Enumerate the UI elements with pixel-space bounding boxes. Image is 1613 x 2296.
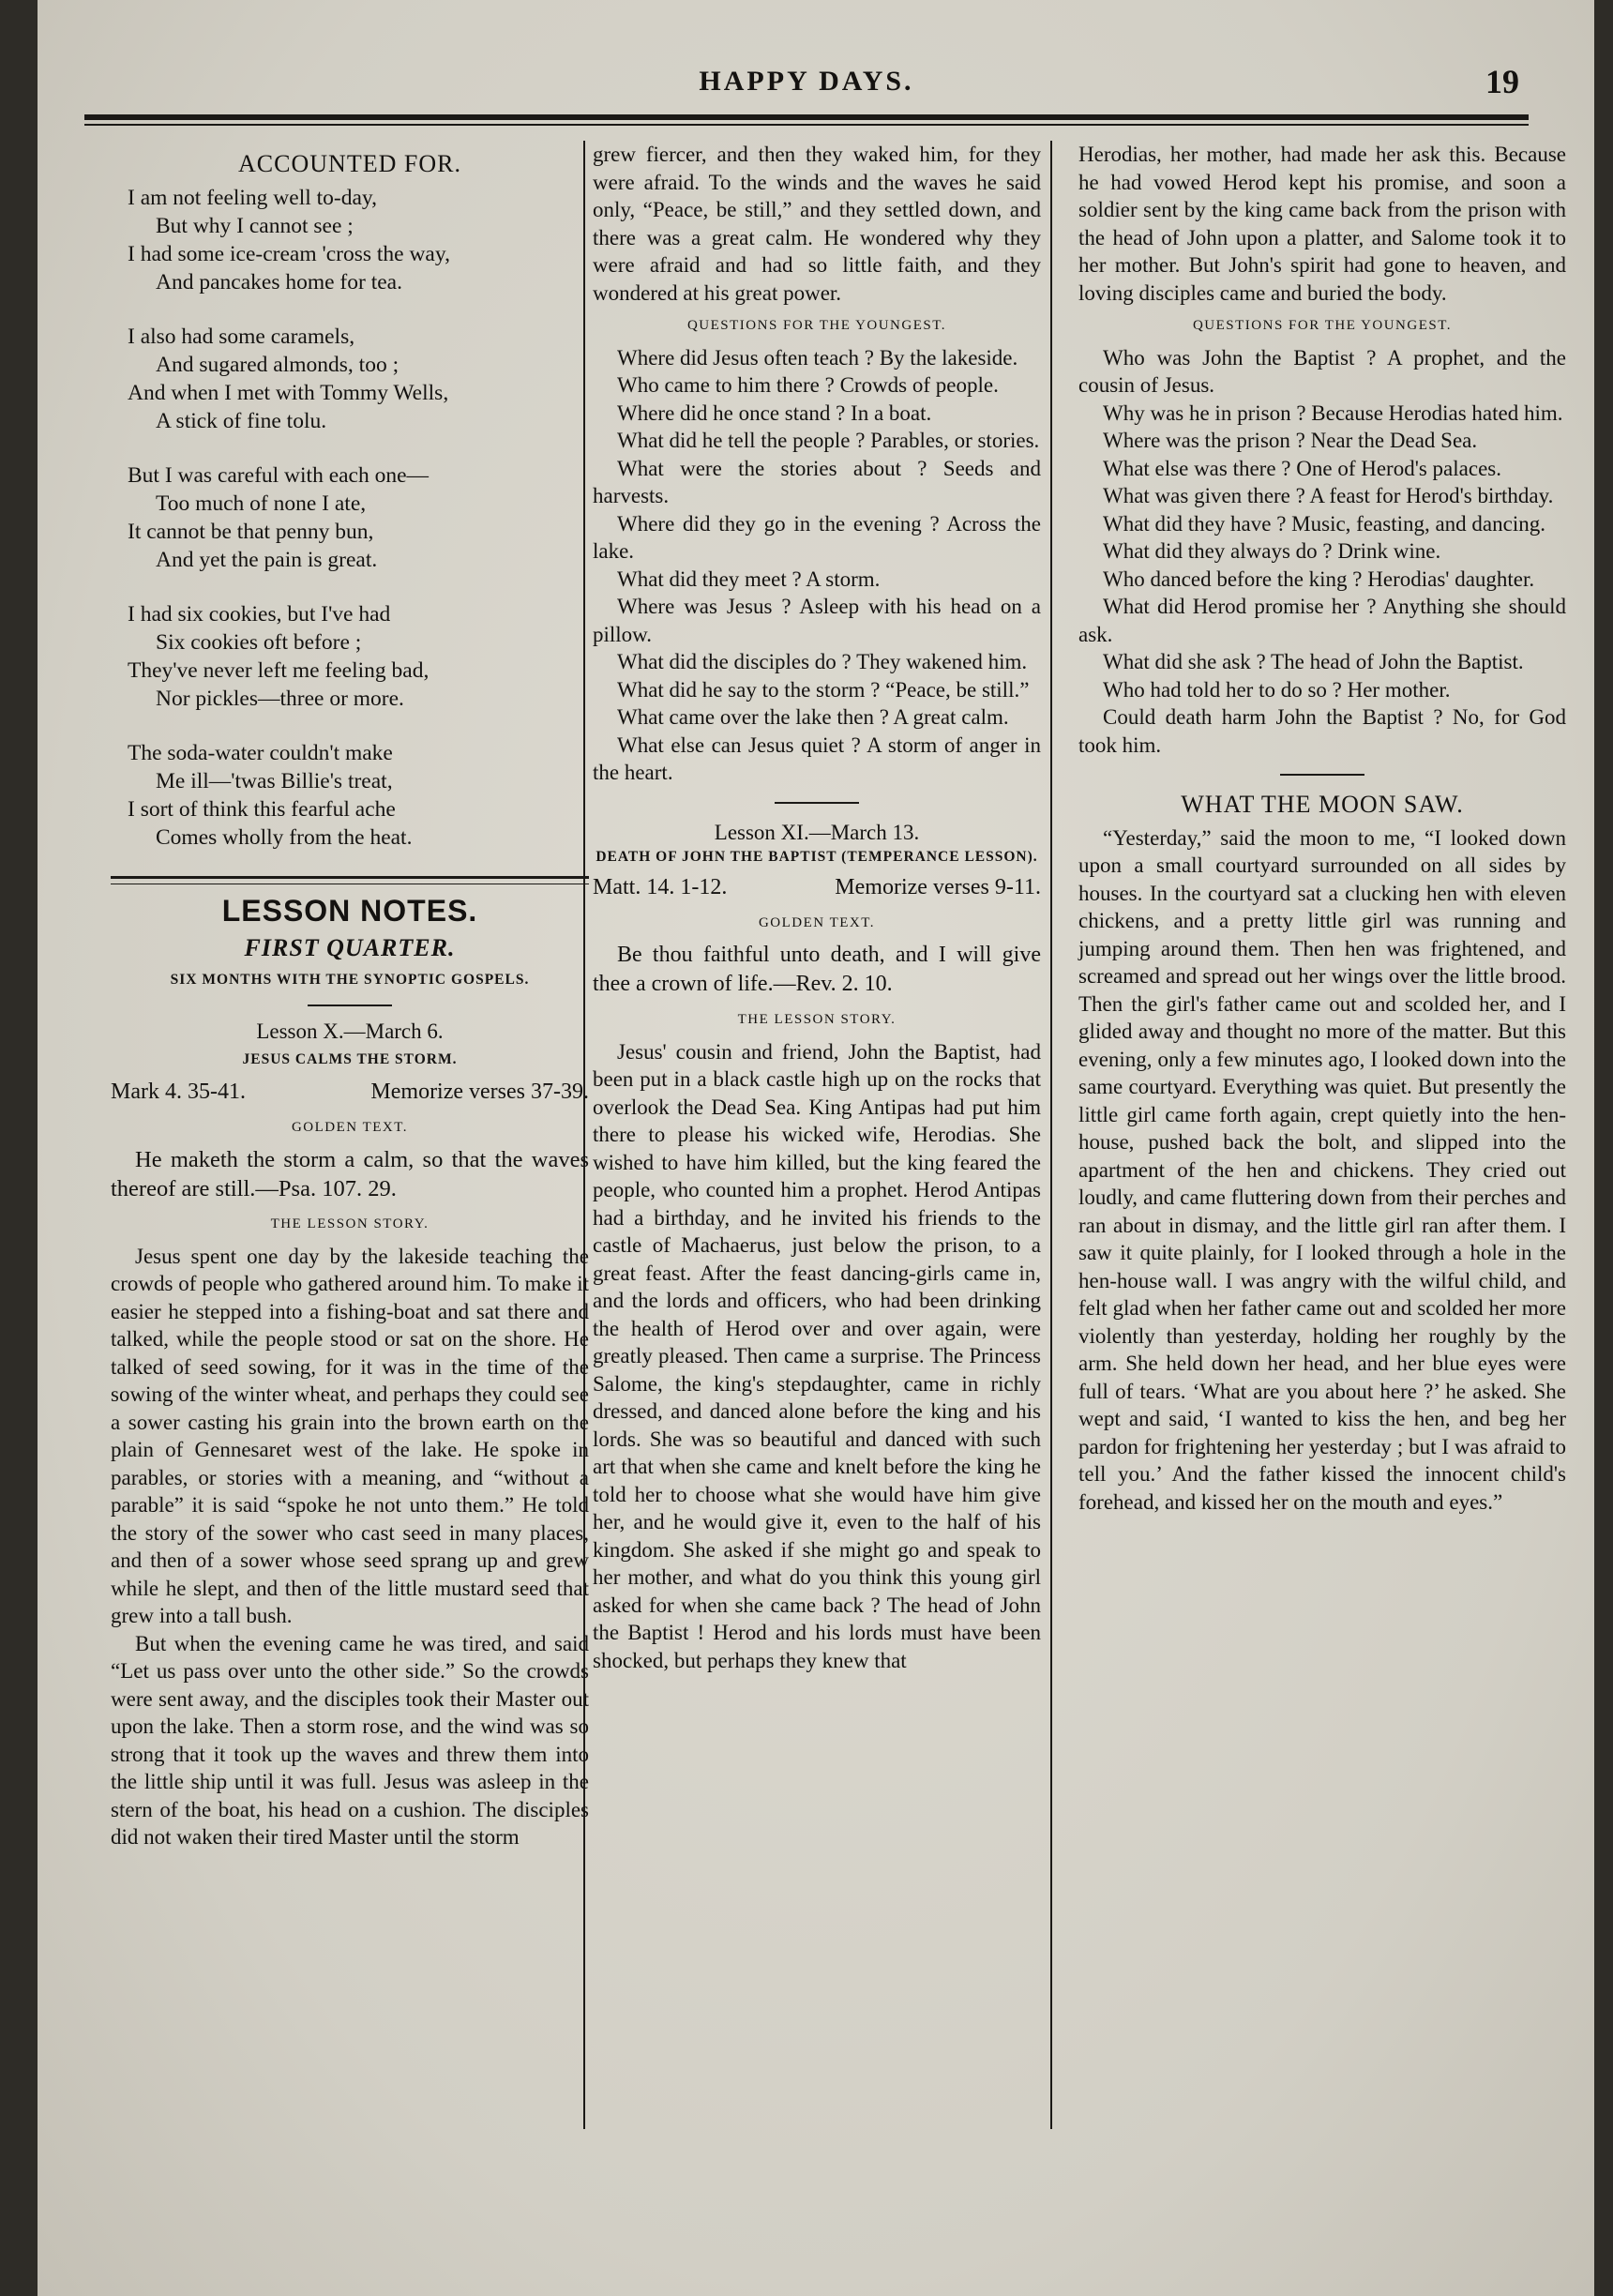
poem-line: And when I met with Tommy Wells, <box>128 380 449 405</box>
lesson-notes-heading: LESSON NOTES. <box>221 893 478 928</box>
scripture-reference <box>593 874 1041 902</box>
lesson-story-paragraph: But when the evening came he was tired, and said “Let us pass over unto the other side.” So the crowds were sent away, and the disciples took their Master out upon the lake. Then a storm rose, and the wind was so strong that it took up the waves and threw them into the little ship until it was full. Jesus was asleep in the stern of the boat, his head on a cushion. The disciples did not waken their tired Master until the storm <box>111 1631 589 1849</box>
poem-line: They've never left me feeling bad, <box>128 657 430 683</box>
question-answer: What did the disciples do ? They wakened him. <box>617 650 1028 673</box>
poem-line: Too much of none I ate, <box>156 491 367 516</box>
poem-title: ACCOUNTED FOR. <box>238 150 461 177</box>
lesson-xi-heading: Lesson XI.—March 13. <box>714 820 920 844</box>
poem-line: I sort of think this fearful ache <box>128 796 396 822</box>
question-answer: Who came to him there ? Crowds of people. <box>617 373 999 397</box>
poem-stanza-4 <box>128 600 589 713</box>
poem-line: Nor pickles—three or more. <box>156 686 404 711</box>
question-answer: What did she ask ? The head of John the Baptist. <box>1103 650 1524 673</box>
question-answer: What did Herod promise her ? Anything she should ask. <box>1078 595 1566 646</box>
memorize-verses: Memorize verses 37-39. <box>370 1080 589 1104</box>
poem-line: I also had some caramels, <box>128 324 355 349</box>
short-rule <box>1280 774 1364 776</box>
first-quarter-heading: FIRST QUARTER. <box>244 934 456 961</box>
question-answer: What did he tell the people ? Parables, or stories. <box>617 429 1040 452</box>
question-answer: Could death harm John the Baptist ? No, for God took him. <box>1078 705 1566 757</box>
short-rule <box>308 1004 392 1006</box>
poem-line: The soda-water couldn't make <box>128 740 393 765</box>
poem-stanza-1 <box>128 184 589 296</box>
poem-line: I had six cookies, but I've had <box>128 601 391 627</box>
header-rule-thin <box>84 124 1529 126</box>
lesson-x-heading: Lesson X.—March 6. <box>256 1020 444 1043</box>
memorize-verses: Memorize verses 9-11. <box>835 875 1041 899</box>
lesson-story-paragraph: Jesus' cousin and friend, John the Baptist, had been put in a black castle high up on the rocks that overlook the Dead Sea. King Antipas had put him there to please his wicked wife, Herodias. She wished to have him killed, but the king feared the people, who counted him a prophet. Herod Antipas had a birthday, and he invited his friends to the castle of Machaerus, just below the prison, to a great feast. After the feast dancing-girls came in, and the lords and officers, who had been drinking the health of Herod over and over again, were greatly pleased. Then came a surprise. The Princess Salome, the king's stepdaughter, came in richly dressed, and danced alone before the king and his lords. She was so beautiful and danced with such art that when she came and knelt before the king he told her to choose what she would have him give her, and he would give it, even to the half of his kingdom. She asked if she might go and speak to her mother, and what do you think this young girl asked for when she came back ? The head of John the Baptist ! Herod and his lords must have been shocked, but perhaps they knew that <box>593 1039 1041 1672</box>
question-answer: Where did he once stand ? In a boat. <box>617 400 932 425</box>
poem-line: I am not feeling well to-day, <box>128 185 378 210</box>
question-answer: Where was Jesus ? Asleep with his head on a pillow. <box>593 595 1041 646</box>
moon-story-title: WHAT THE MOON SAW. <box>1181 791 1464 818</box>
poem-line: A stick of fine tolu. <box>156 408 327 433</box>
question-answer: Why was he in prison ? Because Herodias hated him. <box>1103 400 1563 425</box>
question-answer: What were the stories about ? Seeds and harvests. <box>593 456 1041 507</box>
poem-line: And yet the pain is great. <box>156 547 378 572</box>
poem-line: Me ill—'twas Billie's treat, <box>156 768 393 793</box>
questions-label: QUESTIONS FOR THE YOUNGEST. <box>1192 318 1453 333</box>
poem-stanza-5 <box>128 739 589 852</box>
column-1 <box>111 141 589 1851</box>
column-divider-2 <box>1050 141 1052 2129</box>
lesson-story-label: THE LESSON STORY. <box>737 1012 897 1027</box>
question-answer: Where was the prison ? Near the Dead Sea. <box>1103 429 1478 452</box>
lesson-story-label: THE LESSON STORY. <box>270 1216 430 1231</box>
question-answer: What did they always do ? Drink wine. <box>1103 539 1441 563</box>
question-answer: What else can Jesus quiet ? A storm of anger in the heart. <box>593 733 1041 784</box>
poem-line: And sugared almonds, too ; <box>156 352 399 377</box>
header-rule <box>84 114 1529 120</box>
poem-stanza-3 <box>128 461 589 574</box>
lesson-story-paragraph: Jesus spent one day by the lakeside teaching the crowds of people who gathered around him. To make it easier he stepped into a fishing-boat and sat there and talked, while the people stood or sat on the shore. He talked of seed sowing, for it was in the time of the sowing of the winter wheat, and perhaps they could see a sower casting his grain into the brown earth on the plain of Gennesaret west of the lake. He spoke in parables, or stories with a meaning, and “without a parable” it is said “spoke he not unto them.” He told the story of the sower who cast seed in many places, and then of a sower whose seed sprang up and grew while he slept, and then of the little mustard seed that grew into a tall bush. <box>111 1244 589 1627</box>
poem-line: I had some ice-cream 'cross the way, <box>128 241 450 266</box>
story-continuation: Herodias, her mother, had made her ask this. Because he had vowed Herod kept his promise, and soon a soldier sent by the king came back from the prison with the head of John upon a platter, and Salome took it to her mother. But John's spirit had gone to heaven, and loving disciples came and buried the body. <box>1078 143 1566 305</box>
column-2 <box>593 141 1041 1674</box>
scripture-reference <box>111 1079 589 1107</box>
page-title: HAPPY DAYS. <box>699 66 914 97</box>
question-answer: What did he say to the storm ? “Peace, be still.” <box>617 677 1030 702</box>
story-continuation: grew fiercer, and then they waked him, for they were afraid. To the winds and the waves he said only, “Peace, be still,” and they settled down, and there was a great calm. He wondered why they were afraid and had so little faith, and they wondered at his great power. <box>593 143 1041 305</box>
poem-line: And pancakes home for tea. <box>156 269 402 295</box>
question-answer: Who had told her to do so ? Her mother. <box>1103 677 1451 702</box>
short-rule <box>775 802 859 804</box>
golden-text: Be thou faithful unto death, and I will give thee a crown of life.—Rev. 2. 10. <box>593 943 1041 996</box>
poem-line: But why I cannot see ; <box>156 213 354 238</box>
poem-line: Comes wholly from the heat. <box>156 824 413 850</box>
section-rule <box>111 876 589 884</box>
poem-line: Six cookies oft before ; <box>156 629 362 655</box>
six-months-subheading: SIX MONTHS WITH THE SYNOPTIC GOSPELS. <box>170 971 530 988</box>
poem-line: But I was careful with each one— <box>128 462 430 488</box>
golden-text-label: GOLDEN TEXT. <box>291 1119 409 1135</box>
question-answer: Where did they go in the evening ? Across the lake. <box>593 511 1041 563</box>
questions-label: QUESTIONS FOR THE YOUNGEST. <box>686 318 947 333</box>
masthead <box>94 58 1519 114</box>
question-answer: What did they have ? Music, feasting, and dancing. <box>1103 511 1545 536</box>
golden-text-label: GOLDEN TEXT. <box>758 914 876 930</box>
page-number: 19 <box>1485 63 1519 100</box>
newspaper-page <box>38 0 1594 2296</box>
question-answer: Who danced before the king ? Herodias' daughter. <box>1103 566 1535 591</box>
question-answer: Where did Jesus often teach ? By the lakeside. <box>617 345 1018 370</box>
golden-text: He maketh the storm a calm, so that the waves thereof are still.—Psa. 107. 29. <box>111 1147 589 1201</box>
lesson-xi-title: DEATH OF JOHN THE BAPTIST (TEMPERANCE LESSON). <box>595 849 1038 865</box>
reference-passage: Mark 4. 35-41. <box>111 1080 246 1104</box>
poem-stanza-2 <box>128 323 589 435</box>
question-answer: What did they meet ? A storm. <box>617 566 881 591</box>
poem-line: It cannot be that penny bun, <box>128 519 374 544</box>
moon-story-paragraph: “Yesterday,” said the moon to me, “I looked down upon a small courtyard surrounded on all sides by houses. In the courtyard sat a clucking hen with eleven chickens, and a pretty little girl was running and jumping around them. Then hen was frightened, and screamed and spread out her wings over the little brood. Then the girl's father came out and scolded her, and I glided away and thought no more of the matter. But this evening, only a few minutes ago, I looked down into the same courtyard. Everything was quiet. But presently the little girl came forth again, crept quietly into the hen-house, pushed back the bolt, and slipped into the apartment of the hen and chickens. They cried out loudly, and came fluttering down from their perches and ran about in dismay, and the little girl ran after them. I saw it quite plainly, for I looked through a hole in the hen-house wall. I was angry with the wilful child, and felt glad when her father came out and scolded her more violently than yesterday, holding her roughly by the arm. She held down her head, and her blue eyes were full of tears. ‘What are you about here ?’ he asked. She wept and said, ‘I wanted to kiss the hen, and beg her pardon for frightening her yesterday ; but I was afraid to tell you.’ And the father kissed the innocent child's forehead, and kissed her on the mouth and eyes.” <box>1078 825 1566 1514</box>
question-answer: What was given there ? A feast for Herod's birthday. <box>1103 484 1554 507</box>
lesson-x-title: JESUS CALMS THE STORM. <box>242 1050 458 1067</box>
question-answer: What else was there ? One of Herod's palaces. <box>1103 456 1501 480</box>
question-answer: What came over the lake then ? A great calm. <box>617 705 1009 729</box>
question-answer: Who was John the Baptist ? A prophet, and the cousin of Jesus. <box>1078 345 1566 397</box>
column-3 <box>1078 141 1566 1516</box>
reference-passage: Matt. 14. 1-12. <box>593 875 728 899</box>
poem <box>111 184 589 852</box>
